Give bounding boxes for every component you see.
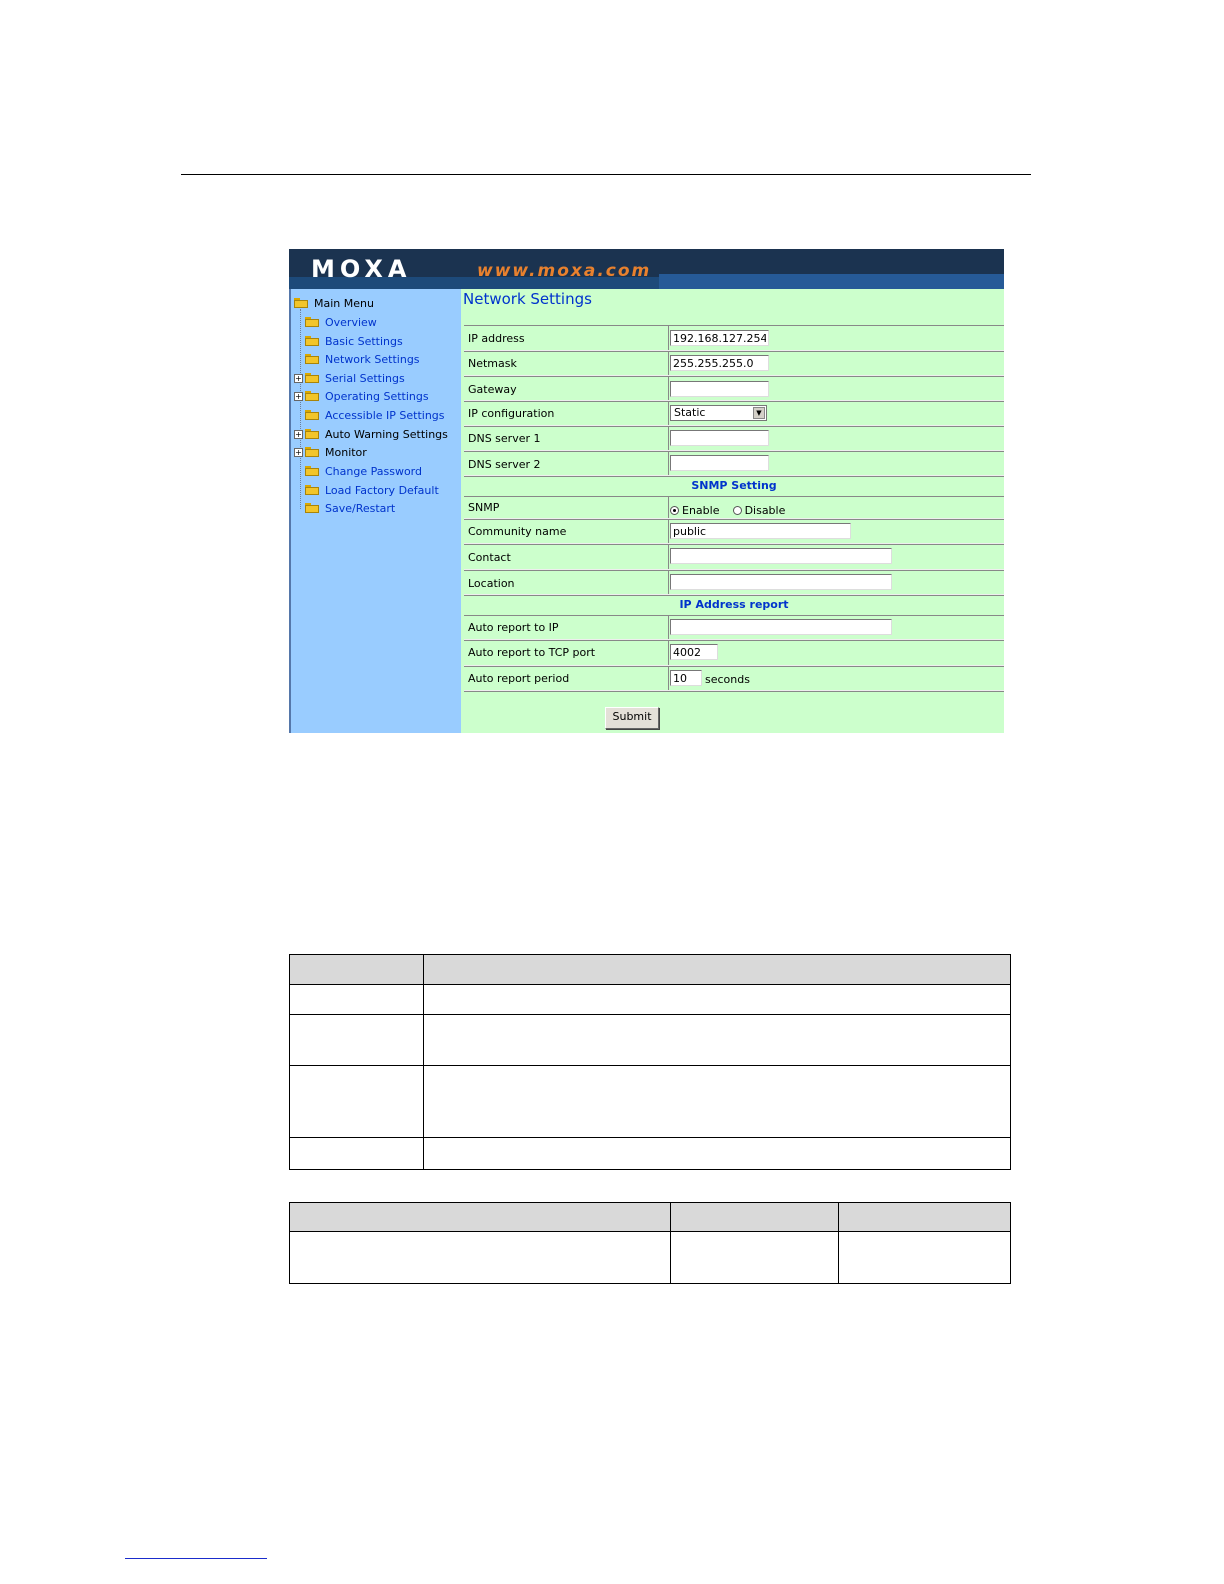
snmp-label: SNMP: [468, 501, 500, 514]
sidebar-item-label: Network Settings: [325, 352, 420, 366]
location-input[interactable]: [670, 574, 892, 590]
sidebar-item-load-factory-default[interactable]: [294, 482, 439, 498]
table-cell: [290, 1015, 424, 1066]
row-snmp: [464, 496, 1004, 519]
auto-period-group: [670, 670, 750, 686]
row-contact: [464, 544, 1004, 570]
sidebar-item-label: Auto Warning Settings: [325, 427, 448, 441]
row-ip-configuration: [464, 401, 1004, 426]
sidebar-item-operating-settings[interactable]: [294, 388, 429, 404]
snmp-radio-group: [670, 500, 793, 519]
expand-plus-icon[interactable]: +: [295, 429, 302, 439]
banner-stripe: [659, 274, 1004, 289]
snmp-enable-radio[interactable]: [670, 504, 719, 517]
snmp-disable-label: Disable: [744, 504, 786, 517]
sidebar-item-label: Change Password: [325, 464, 422, 478]
table-row: [290, 1015, 1011, 1066]
table-header-row: [290, 1203, 1011, 1232]
web-console-screenshot: [289, 249, 1004, 733]
ip-config-value: Static: [674, 406, 706, 419]
table-header-cell: [290, 1203, 671, 1232]
row-auto-report-period: [464, 666, 1004, 691]
ip-address-label: IP address: [468, 332, 525, 345]
sidebar-item-network-settings[interactable]: [294, 351, 420, 367]
sidebar-item-monitor[interactable]: [294, 444, 367, 460]
table-header-cell: [424, 955, 1011, 985]
folder-icon: [305, 391, 319, 401]
row-location: [464, 570, 1004, 595]
dropdown-arrow-icon[interactable]: ▼: [753, 407, 765, 419]
snmp-section-header: SNMP Setting: [464, 476, 1004, 496]
default-value-table: [289, 1202, 1011, 1284]
table-header-row: [290, 955, 1011, 985]
table-row: [290, 1138, 1011, 1170]
row-ip-address: [464, 325, 1004, 351]
radio-checked-icon: [670, 506, 679, 515]
contact-label: Contact: [468, 551, 511, 564]
auto-period-input[interactable]: [670, 670, 702, 686]
sidebar-item-label: Overview: [325, 315, 377, 329]
folder-icon: [305, 447, 319, 457]
dns1-label: DNS server 1: [468, 432, 541, 445]
sidebar-item-label: Save/Restart: [325, 501, 396, 515]
sidebar-item-auto-warning[interactable]: [294, 426, 448, 442]
table-header-cell: [839, 1203, 1011, 1232]
submit-button[interactable]: Submit: [605, 707, 659, 729]
form-bottom-rule: [464, 691, 1004, 692]
auto-period-label: Auto report period: [468, 672, 570, 685]
menu-root-label: Main Menu: [314, 296, 374, 310]
row-auto-report-ip: [464, 615, 1004, 640]
banner: [289, 249, 1004, 289]
table-cell: [424, 985, 1011, 1015]
dns2-input[interactable]: [670, 455, 769, 471]
dns1-input[interactable]: [670, 430, 769, 446]
gateway-label: Gateway: [468, 383, 517, 396]
folder-icon: [305, 354, 319, 364]
folder-open-icon: [294, 298, 308, 308]
sidebar-item-change-password[interactable]: [294, 463, 422, 479]
table-cell: [671, 1232, 839, 1284]
auto-port-label: Auto report to TCP port: [468, 646, 596, 659]
page-title: Network Settings: [463, 290, 592, 308]
table-row: [290, 1232, 1011, 1284]
dns2-label: DNS server 2: [468, 458, 541, 471]
sidebar-item-label: Accessible IP Settings: [325, 408, 445, 422]
folder-icon: [305, 466, 319, 476]
moxa-logo: MOXA: [311, 255, 412, 283]
auto-ip-label: Auto report to IP: [468, 621, 559, 634]
ip-address-input[interactable]: [670, 330, 769, 346]
folder-icon: [305, 503, 319, 513]
snmp-disable-radio[interactable]: [733, 504, 786, 517]
site-url[interactable]: www.moxa.com: [477, 261, 652, 281]
sidebar-item-basic-settings[interactable]: [294, 333, 403, 349]
table-cell: [290, 1138, 424, 1170]
expand-plus-icon[interactable]: +: [295, 373, 302, 383]
radio-unchecked-icon: [733, 506, 742, 515]
row-netmask: [464, 351, 1004, 376]
sidebar-item-label: Load Factory Default: [325, 483, 439, 497]
table-cell: [839, 1232, 1011, 1284]
sidebar-item-label: Monitor: [325, 445, 367, 459]
table-header-cell: [290, 955, 424, 985]
table-cell: [424, 1138, 1011, 1170]
folder-icon: [305, 410, 319, 420]
folder-icon: [305, 317, 319, 327]
table-header-cell: [671, 1203, 839, 1232]
sidebar-item-label: Serial Settings: [325, 371, 405, 385]
netmask-input[interactable]: [670, 355, 769, 371]
expand-plus-icon[interactable]: +: [295, 391, 302, 401]
table-cell: [290, 1066, 424, 1138]
table-row: [290, 1066, 1011, 1138]
folder-icon: [305, 429, 319, 439]
auto-period-unit: seconds: [705, 673, 750, 686]
sidebar-item-overview[interactable]: [294, 314, 377, 330]
ip-report-section-header: IP Address report: [464, 595, 1004, 615]
community-label: Community name: [468, 525, 567, 538]
menu-root[interactable]: [294, 295, 374, 311]
row-gateway: [464, 376, 1004, 401]
gateway-input[interactable]: [670, 381, 769, 397]
ip-config-label: IP configuration: [468, 407, 555, 420]
table-cell: [290, 985, 424, 1015]
sidebar-item-save-restart[interactable]: [294, 500, 395, 516]
snmp-enable-label: Enable: [682, 504, 720, 517]
table-cell: [424, 1066, 1011, 1138]
row-community: [464, 519, 1004, 544]
sidebar-menu: [289, 289, 461, 733]
folder-icon: [305, 485, 319, 495]
folder-icon: [305, 373, 319, 383]
table-cell: [424, 1015, 1011, 1066]
row-dns1: [464, 426, 1004, 451]
row-dns2: [464, 451, 1004, 476]
auto-port-input[interactable]: [670, 644, 718, 660]
header-rule: [181, 174, 1031, 175]
folder-icon: [305, 336, 319, 346]
location-label: Location: [468, 577, 515, 590]
row-auto-report-port: [464, 640, 1004, 666]
ip-config-select[interactable]: [670, 405, 767, 421]
sidebar-item-accessible-ip[interactable]: [294, 407, 445, 423]
sidebar-item-serial-settings[interactable]: [294, 370, 405, 386]
sidebar-item-label: Operating Settings: [325, 389, 429, 403]
community-input[interactable]: [670, 523, 851, 539]
footnote-link-underline[interactable]: [125, 1558, 267, 1559]
contact-input[interactable]: [670, 548, 892, 564]
table-cell: [290, 1232, 671, 1284]
expand-plus-icon[interactable]: +: [295, 447, 302, 457]
netmask-label: Netmask: [468, 357, 517, 370]
sidebar-item-label: Basic Settings: [325, 334, 403, 348]
settings-description-table: [289, 954, 1011, 1170]
table-row: [290, 985, 1011, 1015]
auto-ip-input[interactable]: [670, 619, 892, 635]
